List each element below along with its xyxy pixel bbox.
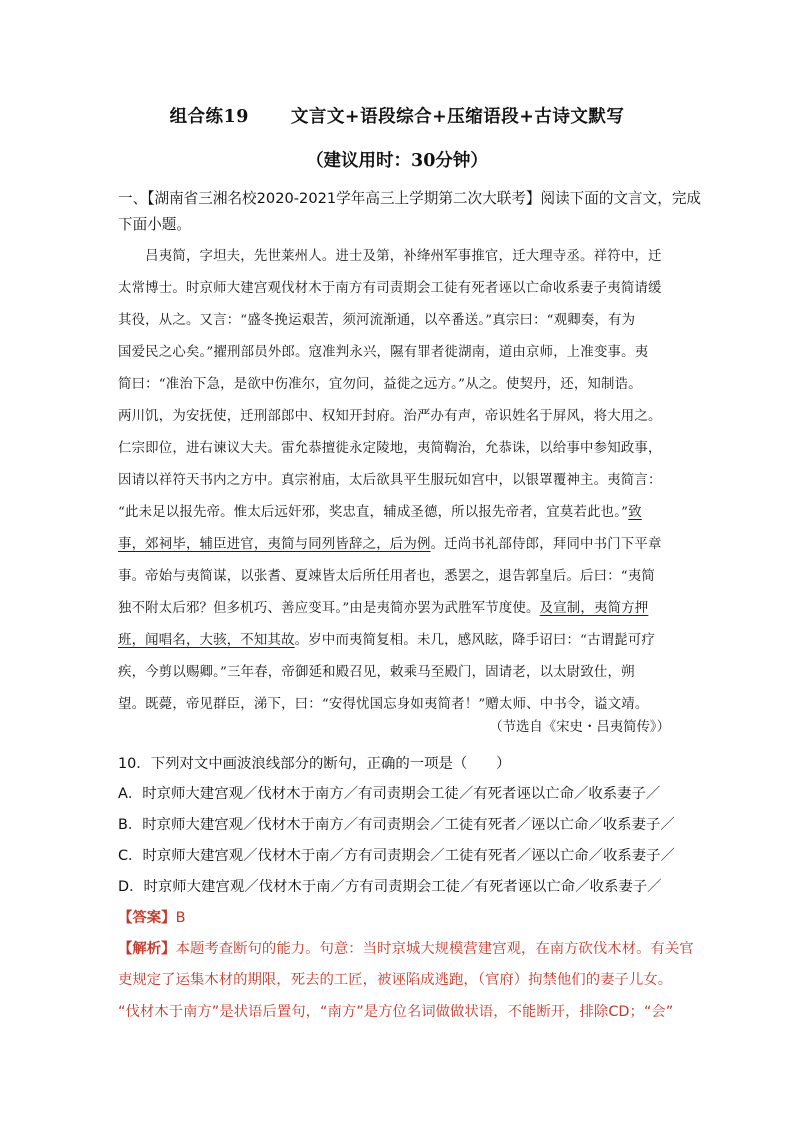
passage-line: 事。帝始与夷简谋，以张耆、夏竦皆太后所任用者也，悉罢之，退告郭皇后。后曰：“夷简: [118, 569, 656, 584]
passage-source: （节选自《宋史・吕夷简传》）: [489, 720, 670, 735]
question-stem: 10．下列对文中画波浪线部分的断句，正确的一项是（ ）: [118, 756, 511, 772]
underlined-text: 班，闻唱名，大骇，不知其故: [118, 633, 295, 648]
passage-line: 简曰：“准治下急，是欲中伤准尔，宜勿问，益徙之远方。”从之。使契丹，还，知制诰。: [118, 377, 642, 392]
passage-line: 疾，今剪以赐卿。”三年春，帝御延和殿召见，敕乘马至殿门，固请老，以太尉致仕，朔: [118, 665, 635, 680]
analysis-label: 【解析】: [118, 941, 176, 957]
passage-line: 吕夷简，字坦夫，先世莱州人。进士及第，补绛州军事推官，迁大理寺丞。祥符中，迁: [118, 249, 662, 264]
passage-line: 班，闻唱名，大骇，不知其故。岁中而夷简复相。未几，感风眩，降手诏曰：“古谓髭可疗: [118, 633, 656, 648]
option-a: A．时京师大建宫观／伐材木于南方／有司责期会工徒／有死者诬以亡命／收系妻子／: [118, 786, 661, 802]
intro-line-1: 一、【湖南省三湘名校2020-2021学年高三上学期第二次大联考】阅读下面的文言文，完成: [118, 190, 702, 207]
analysis-line-1: 【解析】本题考查断句的能力。句意：当时京城大规模营建宫观，在南方砍伐木材。有关官: [118, 941, 694, 957]
option-d: D．时京师大建宫观／伐材木于南／方有司责期会工徒／有死者诬以亡命／收系妻子／: [118, 879, 662, 895]
answer-label: 【答案】: [118, 910, 176, 926]
page-title: [0, 103, 794, 128]
intro-line-2: 下面小题。: [118, 216, 191, 233]
passage-line: 事，郊祠毕，辅臣进官，夷简与同列皆辞之，后为例。迁尚书礼部侍郎，拜同中书门下平章: [118, 537, 662, 552]
passage-line: 望。既薨，帝见群臣，涕下，曰：“安得忧国忘身如夷简者！”赠太师、中书令，谥文靖。: [118, 697, 649, 712]
passage-line: 仁宗即位，进右谏议大夫。雷允恭擅徙永定陵地，夷简鞫治，允恭诛，以给事中参知政事，: [118, 441, 662, 456]
wavy-underline-text: 时京师大建宫观伐材木于南方有司责期会工徒有死者诬以亡命收系妻子: [185, 281, 608, 296]
page-subtitle: （建议用时：30分钟）: [306, 151, 488, 171]
passage-line: 两川饥，为安抚使，迁刑部郎中、权知开封府。治严办有声，帝识姓名于屏风，将大用之。: [118, 409, 662, 424]
passage-line: 因请以祥符天书内之方中。真宗祔庙，太后欲具平生服玩如宫中，以银罩覆神主。夷简言：: [118, 473, 662, 488]
option-c: C．时京师大建宫观／伐材木于南／方有司责期会／工徒有死者／诬以亡命／收系妻子／: [118, 848, 675, 864]
underlined-text: 致: [628, 505, 642, 520]
passage-line: “此未足以报先帝。惟太后远奸邪，奖忠直，辅成圣德，所以报先帝者，宜莫若此也。”致: [118, 505, 642, 520]
analysis-line-3: “伐材木于南方”是状语后置句，“南方”是方位名词做做状语，不能断开，排除CD；“会”: [118, 1004, 674, 1020]
option-b: B．时京师大建宫观／伐材木于南方／有司责期会／工徒有死者／诬以亡命／收系妻子／: [118, 817, 675, 833]
passage-line: 太常博士。时京师大建宫观伐材木于南方有司责期会工徒有死者诬以亡命收系妻子夷简请缓: [118, 281, 662, 296]
passage-line: 其役，从之。又言：“盛冬挽运艰苦，须河流渐通，以卒番送。”真宗曰：“观卿奏，有为: [118, 313, 636, 328]
title-left: 组合练19: [169, 107, 249, 127]
analysis-line-2: 吏规定了运集木材的期限，死去的工匠，被诬陷成逃跑，（官府）拘禁他们的妻子儿女。: [118, 972, 673, 988]
underlined-text: 事，郊祠毕，辅臣进官，夷简与同列皆辞之，后为例: [118, 537, 431, 552]
passage-line: 国爱民之心矣。”擢刑部员外郎。寇准判永兴，隰有罪者徙湖南，道由京师，上准变事。夷: [118, 345, 649, 360]
answer-value: B: [175, 910, 186, 926]
answer-line: [118, 906, 185, 927]
underlined-text: 及宣制，夷简方押: [539, 601, 649, 616]
title-right: 文言文+语段综合+压缩语段+古诗文默写: [290, 107, 625, 127]
passage-line: 独不附太后邪？但多机巧、善应变耳。”由是夷简亦罢为武胜军节度使。及宣制，夷简方押: [118, 601, 649, 616]
